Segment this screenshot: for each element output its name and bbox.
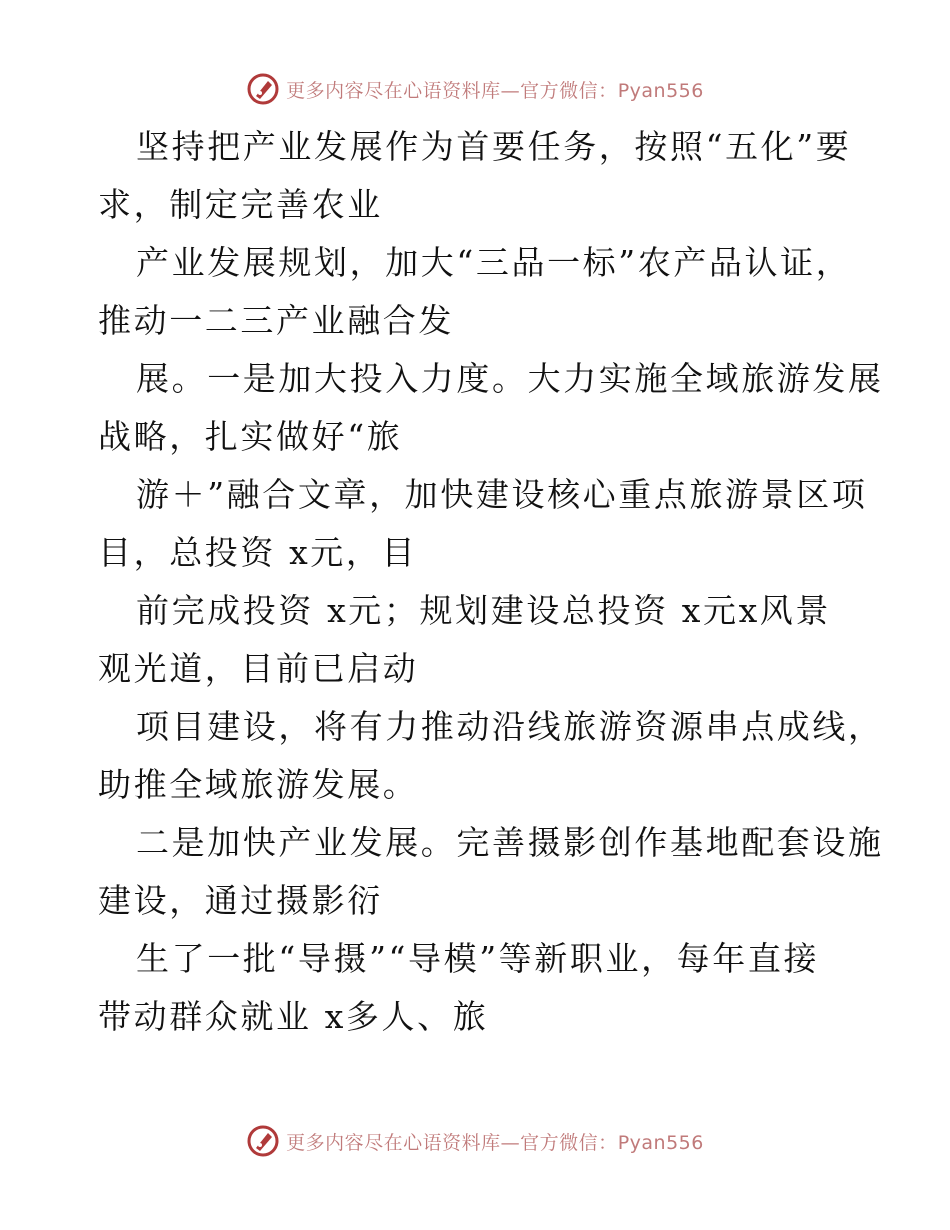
- header-site-text: 更多内容尽在心语资料库: [286, 79, 501, 102]
- footer-wechat-label: 官方微信：: [520, 1131, 618, 1154]
- body-line: 项目建设，将有力推动沿线旅游资源串点成线，: [136, 707, 884, 746]
- pen-nib-logo-icon: [246, 72, 280, 106]
- body-line: 游＋”融合文章，加快建设核心重点旅游景区项: [136, 475, 868, 514]
- footer-wechat-id: Pyan556: [617, 1131, 704, 1154]
- body-line: 助推全域旅游发展。: [98, 765, 419, 804]
- body-line: 求，制定完善农业: [98, 185, 383, 224]
- pen-nib-logo-icon: [246, 1124, 280, 1158]
- body-line: 前完成投资 x元；规划建设总投资 x元x风景: [136, 591, 832, 630]
- document-body: [98, 118, 884, 1046]
- body-line: 战略，扎实做好“旅: [98, 417, 403, 456]
- footer-separator: —: [500, 1131, 521, 1154]
- header-wechat-id: Pyan556: [617, 79, 704, 102]
- body-line: 建设，通过摄影衍: [98, 881, 383, 920]
- header-watermark-text: [286, 76, 704, 103]
- body-line: 产业发展规划，加大“三品一标”农产品认证，: [136, 243, 852, 282]
- body-line: 观光道，目前已启动: [98, 649, 419, 688]
- footer-banner: [0, 1124, 950, 1158]
- header-separator: —: [500, 79, 521, 102]
- body-line: 推动一二三产业融合发: [98, 301, 454, 340]
- body-line: 坚持把产业发展作为首要任务，按照“五化”要: [136, 127, 852, 166]
- body-line: 目，总投资 x元，目: [98, 533, 418, 572]
- footer-watermark-text: [286, 1128, 704, 1155]
- body-line: 生了一批“导摄”“导模”等新职业，每年直接: [136, 939, 820, 978]
- body-line: 带动群众就业 x多人、旅: [98, 997, 489, 1036]
- footer-site-text: 更多内容尽在心语资料库: [286, 1131, 501, 1154]
- header-wechat-label: 官方微信：: [520, 79, 618, 102]
- body-line: 展。一是加大投入力度。大力实施全域旅游发展: [136, 359, 884, 398]
- body-line: 二是加快产业发展。完善摄影创作基地配套设施: [136, 823, 884, 862]
- header-banner: [0, 72, 950, 106]
